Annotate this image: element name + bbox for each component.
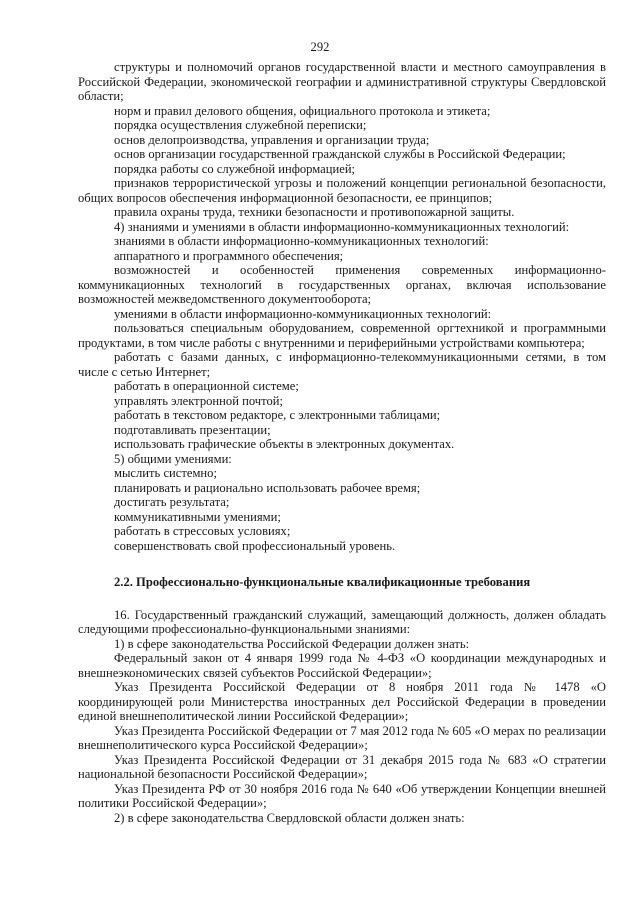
paragraph: порядка работы со служебной информацией;	[114, 161, 356, 176]
page-number: 292	[310, 40, 330, 54]
paragraph: основ делопроизводства, управления и организации труда;	[114, 132, 430, 147]
paragraph: работать в текстовом редакторе, с электронными таблицами;	[114, 408, 441, 422]
paragraph: 16. Государственный гражданский служащий, замещающий должность, должен обладать следующими профессионально-функциональными знаниями:	[78, 607, 606, 636]
paragraph: основ организации государственной гражданской службы в Российской Федерации;	[114, 147, 566, 161]
section-heading: 2.2. Профессионально-функциональные квалификационные требования	[114, 575, 531, 589]
paragraph: возможностей и особенностей применения современных информационно-коммуникационных технологий в государственных органах, включая использование возможностей межведомственного документооборота;	[78, 263, 606, 306]
paragraph: Указ Президента Российской Федерации от 8 ноября 2011 года № 1478 «О координирующей роли Министерства иностранных дел Российской Федерации в проведении единой внешнеполитической линии Российской Федерации»;	[78, 680, 606, 723]
paragraph: Указ Президента Российской Федерации от 7 мая 2012 года № 605 «О мерах по реализации внешнеполитического курса Российской Федерации»;	[78, 723, 606, 752]
document-body	[78, 60, 606, 825]
paragraph: правила охраны труда, техники безопасности и противопожарной защиты.	[114, 205, 515, 219]
paragraph: порядка осуществления служебной переписки;	[114, 118, 367, 132]
paragraph: 2) в сфере законодательства Свердловской области должен знать:	[114, 810, 465, 825]
paragraph: Указ Президента Российской Федерации от 31 декабря 2015 года № 683 «О стратегии национальной безопасности Российской Федерации»;	[78, 752, 606, 781]
paragraph: мыслить системно;	[114, 466, 217, 480]
paragraph: Федеральный закон от 4 января 1999 года № 4-ФЗ «О координации международных и внешнеэкономических связей субъектов Российской Федерации»;	[78, 651, 606, 680]
paragraph: работать с базами данных, с информационно-телекоммуникационными сетями, в том числе с сетью Интернет;	[78, 350, 606, 379]
paragraph: работать в операционной системе;	[114, 379, 299, 393]
paragraph: 5) общими умениями:	[114, 451, 232, 466]
paragraph: пользоваться специальным оборудованием, современной оргтехникой и программными продуктами, в том числе работы с внутренними и периферийными устройствами компьютера;	[78, 321, 606, 350]
paragraph: структуры и полномочий органов государственной власти и местного самоуправления в Российской Федерации, экономической географии и административной структуры Свердловской области;	[78, 60, 606, 103]
paragraph: использовать графические объекты в электронных документах.	[114, 437, 455, 451]
paragraph: умениями в области информационно-коммуникационных технологий:	[114, 306, 492, 321]
paragraph: коммуникативными умениями;	[114, 509, 281, 524]
paragraph: знаниями в области информационно-коммуникационных технологий:	[114, 234, 489, 248]
paragraph: подготавливать презентации;	[114, 422, 271, 437]
paragraph: управлять электронной почтой;	[114, 393, 284, 408]
paragraph: норм и правил делового общения, официального протокола и этикета;	[114, 103, 491, 118]
paragraph: Указ Президента РФ от 30 ноября 2016 года № 640 «Об утверждении Концепции внешней политики Российской Федерации»;	[78, 781, 606, 810]
paragraph: 1) в сфере законодательства Российской Федерации должен знать:	[114, 636, 470, 651]
paragraph: работать в стрессовых условиях;	[114, 524, 291, 538]
paragraph: аппаратного и программного обеспечения;	[114, 248, 344, 263]
paragraph: достигать результата;	[114, 495, 230, 509]
paragraph: признаков террористической угрозы и положений концепции региональной безопасности, общих вопросов обеспечения информационной безопасности, ее принципов;	[78, 176, 606, 205]
paragraph: совершенствовать свой профессиональный уровень.	[114, 538, 396, 553]
paragraph: планировать и рационально использовать рабочее время;	[114, 480, 421, 495]
paragraph: 4) знаниями и умениями в области информационно-коммуникационных технологий:	[114, 219, 570, 234]
